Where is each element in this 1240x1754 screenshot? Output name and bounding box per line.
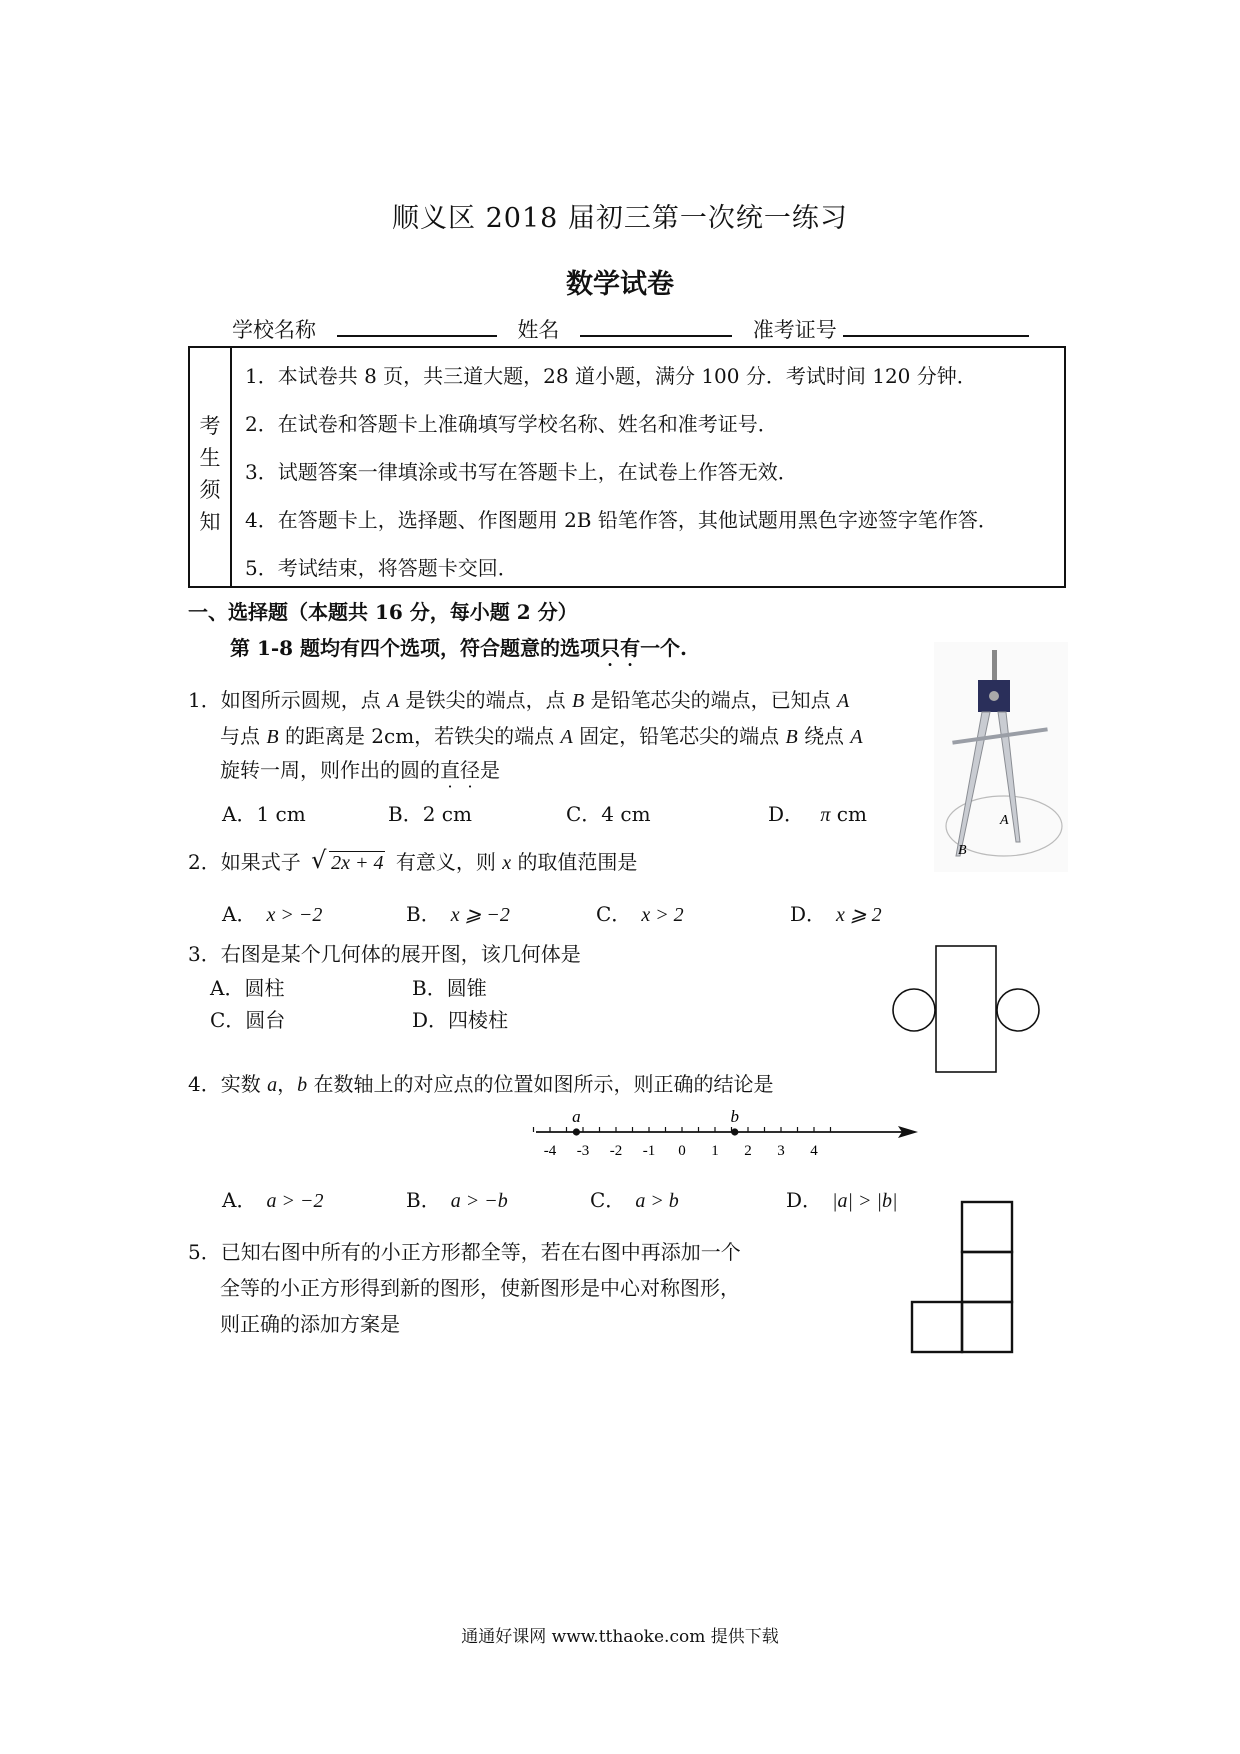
notice-side-char: 知 xyxy=(199,510,221,534)
option-math: |a| > |b| xyxy=(832,1190,898,1212)
q1-option-d-pi: π xyxy=(820,804,831,826)
option-math: x > 2 xyxy=(641,904,684,926)
q4-option-a xyxy=(222,1184,323,1213)
section-instruction xyxy=(230,632,687,661)
section-heading: 一、选择题（本题共 16 分，每小题 2 分） xyxy=(188,600,578,624)
number-line-point-a xyxy=(573,1128,580,1135)
number-line-tick-label: 4 xyxy=(810,1143,818,1159)
q4-option-b xyxy=(406,1184,508,1213)
q2-text: 2．如果式子 xyxy=(188,850,301,874)
q4-text: 在数轴上的对应点的位置如图所示，则正确的结论是 xyxy=(313,1072,774,1096)
q3-option-a: A．圆柱 xyxy=(210,976,285,1000)
squares-figure xyxy=(906,1198,1016,1358)
q1-text: 是铅笔芯尖的端点，已知点 xyxy=(590,688,831,712)
option-letter: C． xyxy=(596,902,632,926)
q3-option-d: D．四棱柱 xyxy=(412,1008,509,1032)
q2-radical xyxy=(311,846,385,875)
q1-text: 旋转一周，则作出的圆的 xyxy=(220,758,440,782)
q1-emphasis xyxy=(440,758,480,782)
number-line-figure xyxy=(532,1102,922,1168)
question-3-stem: 3．右图是某个几何体的展开图，该几何体是 xyxy=(188,942,581,966)
option-math: x > −2 xyxy=(266,904,323,926)
exam-title: 顺义区 2018 届初三第一次统一练习 xyxy=(392,203,848,234)
compass-label-a: A xyxy=(1000,813,1009,828)
compass-hinge xyxy=(989,691,999,701)
compass-photo-bg xyxy=(934,642,1068,872)
compass-image xyxy=(934,642,1068,872)
q1-text: 的距离是 2cm，若铁尖的端点 xyxy=(284,724,555,748)
q1-var: B xyxy=(572,690,585,712)
q2-text: 有意义，则 xyxy=(395,850,496,874)
emphasis-char: 有 xyxy=(620,636,641,660)
q4-option-d xyxy=(786,1184,898,1213)
option-letter: B． xyxy=(406,902,441,926)
name-blank xyxy=(580,315,732,337)
q2-option-b xyxy=(406,898,510,927)
question-5-line: 则正确的添加方案是 xyxy=(220,1312,400,1336)
number-line-point-b xyxy=(731,1128,738,1135)
q1-text: 是 xyxy=(480,758,500,782)
q4-option-c xyxy=(590,1184,679,1213)
notice-side-label xyxy=(190,348,232,586)
square-top xyxy=(962,1202,1012,1252)
option-math: x ⩾ −2 xyxy=(450,904,510,926)
exam-subtitle: 数学试卷 xyxy=(566,269,674,300)
q1-option-d xyxy=(768,798,867,827)
net-right-circle xyxy=(997,989,1039,1031)
notice-item: 3．试题答案一律填涂或书写在答题卡上，在试卷上作答无效． xyxy=(245,460,798,484)
q2-option-a xyxy=(222,898,322,927)
option-math: a > −b xyxy=(450,1190,508,1212)
exam-notice-box xyxy=(188,346,1066,588)
cylinder-net-figure xyxy=(890,944,1040,1076)
page-footer: 通通好课网 www.tthaoke.com 提供下载 xyxy=(461,1627,779,1647)
q4-var: b xyxy=(297,1074,308,1096)
option-math: a > b xyxy=(635,1190,679,1212)
number-line-point-label-b: b xyxy=(730,1107,740,1126)
number-line-tick-label: 3 xyxy=(777,1143,785,1159)
option-letter: D． xyxy=(790,902,827,926)
q1-option-a: A．1 cm xyxy=(222,802,306,826)
question-1-line xyxy=(188,684,849,713)
q1-var: A xyxy=(560,726,573,748)
number-line-tick-label: -1 xyxy=(642,1143,656,1159)
exam-id-label: 准考证号 xyxy=(752,318,837,342)
student-info-row xyxy=(232,314,1029,344)
q1-var: A xyxy=(836,690,850,712)
q1-var: A xyxy=(387,690,400,712)
q4-var: a xyxy=(267,1074,278,1096)
number-line-tick-label: -2 xyxy=(609,1143,623,1159)
q4-text: ， xyxy=(277,1072,298,1096)
notice-item: 2．在试卷和答题卡上准确填写学校名称、姓名和准考证号． xyxy=(245,412,778,436)
option-letter: C． xyxy=(590,1188,626,1212)
notice-item: 5．考试结束，将答题卡交回． xyxy=(245,556,518,580)
q2-var: x xyxy=(502,852,512,874)
emphasis-char: 只 xyxy=(600,636,621,660)
number-line-tick-label: -4 xyxy=(543,1143,557,1159)
q4-text: 4．实数 xyxy=(188,1072,261,1096)
q3-option-b: B．圆锥 xyxy=(412,976,487,1000)
q1-text: 固定，铅笔芯尖的端点 xyxy=(579,724,780,748)
option-math: a > −2 xyxy=(266,1190,324,1212)
q1-option-d-prefix: D． xyxy=(768,802,805,826)
q2-option-d xyxy=(790,898,882,927)
net-rectangle xyxy=(936,946,996,1072)
q1-var: A xyxy=(850,726,863,748)
exam-id-blank xyxy=(843,315,1029,337)
emphasis-char: 径 xyxy=(460,758,480,782)
instruction-text: 一个. xyxy=(640,636,688,660)
q1-var: B xyxy=(266,726,279,748)
question-5-line: 5．已知右图中所有的小正方形都全等，若在右图中再添加一个 xyxy=(188,1240,741,1264)
instruction-text: 第 1-8 题均有四个选项，符合题意的选项 xyxy=(230,636,601,660)
q1-option-c: C．4 cm xyxy=(566,802,651,826)
notice-side-char: 考 xyxy=(199,414,221,438)
option-letter: D． xyxy=(786,1188,823,1212)
number-line-tick-label: 1 xyxy=(711,1143,719,1159)
notice-side-char: 须 xyxy=(199,478,221,502)
number-line-tick-label: 0 xyxy=(678,1143,686,1159)
number-line-tick-label: -3 xyxy=(576,1143,590,1159)
emphasis-char: 直 xyxy=(440,758,460,782)
q1-text: 1．如图所示圆规，点 xyxy=(188,688,381,712)
notice-item: 4．在答题卡上，选择题、作图题用 2B 铅笔作答，其他试题用黑色字迹签字笔作答． xyxy=(245,508,998,532)
q1-option-d-unit: cm xyxy=(836,802,867,826)
net-left-circle xyxy=(893,989,935,1031)
square-bottom-left xyxy=(912,1302,962,1352)
compass-handle xyxy=(992,650,997,680)
number-line-point-label-a: a xyxy=(572,1107,581,1126)
name-label: 姓名 xyxy=(517,318,560,342)
school-blank xyxy=(337,315,497,337)
q1-option-b: B．2 cm xyxy=(388,802,472,826)
question-5-line: 全等的小正方形得到新的图形，使新图形是中心对称图形， xyxy=(220,1276,740,1300)
notice-side-char: 生 xyxy=(199,446,221,470)
option-letter: A． xyxy=(222,1188,257,1212)
square-bottom-right xyxy=(962,1302,1012,1352)
instruction-emphasis xyxy=(600,636,640,660)
option-letter: B． xyxy=(406,1188,441,1212)
option-letter: A． xyxy=(222,902,257,926)
notice-item: 1．本试卷共 8 页，共三道大题，28 道小题，满分 100 分．考试时间 120 分钟． xyxy=(245,364,977,388)
question-1-line xyxy=(220,754,500,783)
radical-sign: √ xyxy=(311,846,327,874)
q2-text: 的取值范围是 xyxy=(517,850,638,874)
question-4-stem xyxy=(188,1068,773,1097)
square-middle xyxy=(962,1252,1012,1302)
school-label: 学校名称 xyxy=(232,318,316,342)
option-math: x ⩾ 2 xyxy=(836,904,882,926)
question-1-line xyxy=(220,720,863,749)
q1-text: 与点 xyxy=(220,724,260,748)
compass-label-b: B xyxy=(958,843,967,858)
number-line-tick-label: 2 xyxy=(744,1143,752,1159)
q1-text: 绕点 xyxy=(804,724,845,748)
q2-option-c xyxy=(596,898,684,927)
q1-var: B xyxy=(785,726,798,748)
question-2-line xyxy=(188,846,637,875)
q1-text: 是铁尖的端点，点 xyxy=(405,688,566,712)
radicand: 2x + 4 xyxy=(331,852,384,874)
q3-option-c: C．圆台 xyxy=(210,1008,286,1032)
